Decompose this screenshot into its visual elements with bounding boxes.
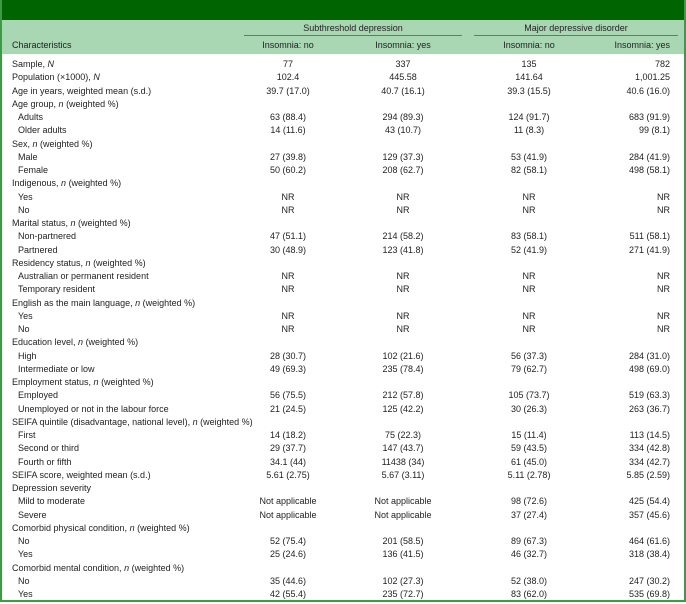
cell-value <box>590 217 684 230</box>
cell-value: 141.64 <box>515 72 543 83</box>
row-label: SEIFA quintile (disadvantage, national level), n (weighted %) <box>12 416 253 427</box>
row-label: High <box>18 350 37 361</box>
cell-value: 5.85 (2.59) <box>626 469 671 480</box>
row-label: Population (×1000), N <box>12 72 100 83</box>
table-row <box>2 336 684 349</box>
row-label: Indigenous, n (weighted %) <box>12 178 122 189</box>
column-header: Insomnia: yes <box>614 40 671 50</box>
cell-value: NR <box>396 284 410 295</box>
table-row <box>2 85 684 98</box>
cell-value: 782 <box>655 59 671 69</box>
cell-value: NR <box>657 204 671 215</box>
table-row <box>2 98 684 111</box>
row-label: Sex, n (weighted %) <box>12 138 93 149</box>
table-row <box>2 71 684 84</box>
table-row <box>2 350 684 363</box>
table-row <box>2 416 684 429</box>
row-label: Age group, n (weighted %) <box>12 98 119 109</box>
cell-value: 30 (26.3) <box>511 403 548 414</box>
cell-value <box>590 138 684 151</box>
cell-value: 5.11 (2.78) <box>507 469 551 480</box>
cell-value <box>238 177 338 190</box>
cell-value: 147 (43.7) <box>382 443 424 454</box>
cell-value <box>338 522 468 535</box>
row-label: Severe <box>18 509 47 520</box>
table-row <box>2 244 684 257</box>
cell-value <box>468 376 590 389</box>
cell-value <box>468 562 590 575</box>
cell-value <box>338 562 468 575</box>
cell-value: 21 (24.5) <box>269 403 307 414</box>
row-label: Yes <box>18 191 33 202</box>
cell-value: 11438 (34) <box>381 456 425 467</box>
column-header-characteristics: Characteristics <box>12 40 72 50</box>
cell-value: 50 (60.2) <box>269 165 307 175</box>
table-row <box>2 429 684 442</box>
table-row <box>2 389 684 402</box>
cell-value: 5.61 (2.75) <box>266 469 310 480</box>
cell-value: 135 <box>521 59 537 69</box>
table-row <box>2 270 684 283</box>
cell-value: NR <box>281 284 295 295</box>
cell-value: NR <box>522 310 536 321</box>
cell-value: 34.1 (44) <box>269 456 307 467</box>
cell-value <box>338 217 468 230</box>
cell-value: 334 (42.7) <box>629 456 671 467</box>
cell-value: 125 (42.2) <box>382 403 424 414</box>
cell-value <box>238 482 338 495</box>
cell-value: NR <box>396 310 410 321</box>
row-label: Unemployed or not in the labour force <box>18 403 169 414</box>
cell-value: 89 (67.3) <box>511 536 548 546</box>
cell-value: 83 (62.0) <box>511 589 548 599</box>
table-row <box>2 403 684 416</box>
cell-value: 294 (89.3) <box>382 112 424 122</box>
table-row <box>2 535 684 548</box>
table-row <box>2 111 684 124</box>
table-row <box>2 323 684 336</box>
cell-value: 113 (14.5) <box>629 430 671 440</box>
cell-value <box>468 482 590 495</box>
cell-value: 79 (62.7) <box>511 363 548 374</box>
cell-value: 357 (45.6) <box>629 509 671 520</box>
table-row <box>2 509 684 522</box>
table-row <box>2 376 684 389</box>
cell-value: 425 (54.4) <box>629 496 671 507</box>
cell-value: 235 (78.4) <box>382 363 424 374</box>
cell-value: 46 (32.7) <box>511 549 548 560</box>
cell-value: 5.67 (3.11) <box>381 469 425 480</box>
cell-value <box>338 98 468 111</box>
row-label: Second or third <box>18 443 80 454</box>
cell-value: NR <box>657 271 671 281</box>
row-label: Age in years, weighted mean (s.d.) <box>12 85 152 96</box>
row-label: Yes <box>18 589 33 599</box>
cell-value: 271 (41.9) <box>629 244 671 255</box>
cell-value <box>238 297 338 310</box>
cell-value <box>238 416 338 429</box>
cell-value: 83 (58.1) <box>511 231 548 242</box>
cell-value: Not applicable <box>374 496 432 507</box>
row-label: Older adults <box>18 125 67 136</box>
cell-value: 42 (55.4) <box>269 589 307 599</box>
cell-value <box>338 177 468 190</box>
cell-value: 284 (41.9) <box>629 151 671 162</box>
cell-value <box>590 98 684 111</box>
cell-value <box>590 562 684 575</box>
table-row <box>2 562 684 575</box>
cell-value <box>590 482 684 495</box>
cell-value: 28 (30.7) <box>269 350 307 361</box>
cell-value: 1,001.25 <box>634 72 671 83</box>
cell-value: 52 (41.9) <box>511 244 548 255</box>
table-row <box>2 363 684 376</box>
cell-value: NR <box>281 191 295 202</box>
cell-value: 40.7 (16.1) <box>381 85 425 96</box>
row-label: Mild to moderate <box>18 496 86 507</box>
cell-value <box>468 138 590 151</box>
cell-value <box>338 376 468 389</box>
cell-value <box>468 416 590 429</box>
cell-value: 52 (75.4) <box>269 536 307 546</box>
table-row <box>2 191 684 204</box>
cell-value: 334 (42.8) <box>629 443 671 454</box>
row-label: No <box>18 536 30 546</box>
cell-value: 337 <box>395 59 411 69</box>
cell-value: 14 (11.6) <box>270 125 306 136</box>
row-label: Education level, n (weighted %) <box>12 337 139 348</box>
row-label: Male <box>18 151 38 162</box>
row-label: No <box>18 324 30 334</box>
cell-value: 129 (37.3) <box>382 151 424 162</box>
table-row <box>2 310 684 323</box>
cell-value: 464 (61.6) <box>629 536 671 546</box>
cell-value: 53 (41.9) <box>511 151 548 162</box>
cell-value <box>338 336 468 349</box>
cell-value <box>590 336 684 349</box>
table-row <box>2 138 684 151</box>
table-row <box>2 588 684 601</box>
table-row <box>2 482 684 495</box>
table-row <box>2 469 684 482</box>
cell-value: NR <box>522 271 536 281</box>
row-label: Non-partnered <box>18 231 77 242</box>
cell-value <box>238 138 338 151</box>
cell-value: NR <box>522 284 536 295</box>
table-row <box>2 54 684 71</box>
cell-value: 247 (30.2) <box>629 575 671 586</box>
cell-value: 49 (69.3) <box>269 363 307 374</box>
row-label: Adults <box>18 112 44 122</box>
cell-value <box>238 562 338 575</box>
cell-value: 27 (39.8) <box>269 151 307 162</box>
cell-value: 75 (22.3) <box>384 430 422 440</box>
row-label: Comorbid mental condition, n (weighted %) <box>12 562 185 573</box>
row-label: Temporary resident <box>18 284 96 295</box>
cell-value: 82 (58.1) <box>511 165 548 175</box>
cell-value: 136 (41.5) <box>382 549 424 560</box>
cell-value: 498 (58.1) <box>629 165 671 175</box>
row-label: Partnered <box>18 244 58 255</box>
row-label: Employment status, n (weighted %) <box>12 377 154 387</box>
cell-value <box>590 257 684 270</box>
cell-value: 511 (58.1) <box>629 231 671 242</box>
cell-value: NR <box>657 191 671 202</box>
row-label: Yes <box>18 310 33 321</box>
cell-value: 63 (88.4) <box>269 112 307 122</box>
cell-value: 77 <box>282 59 293 69</box>
cell-value: 102 (27.3) <box>382 575 424 586</box>
cell-value <box>338 138 468 151</box>
row-label: No <box>18 204 30 215</box>
cell-value: NR <box>657 310 671 321</box>
cell-value: 683 (91.9) <box>629 112 671 122</box>
row-label: Fourth or fifth <box>18 456 72 467</box>
table-row <box>2 548 684 561</box>
cell-value <box>238 376 338 389</box>
cell-value <box>468 336 590 349</box>
cell-value: NR <box>281 271 295 281</box>
header-spacer <box>2 20 238 36</box>
cell-value <box>468 217 590 230</box>
cell-value: 284 (31.0) <box>629 350 671 361</box>
row-label: Intermediate or low <box>18 363 95 374</box>
table-row <box>2 283 684 296</box>
cell-value: NR <box>522 191 536 202</box>
cell-value: 39.3 (15.5) <box>507 85 551 96</box>
cell-value: 235 (72.7) <box>382 589 424 599</box>
cell-value: 123 (41.8) <box>382 244 424 255</box>
cell-value: 52 (38.0) <box>511 575 548 586</box>
cell-value: 61 (45.0) <box>511 456 548 467</box>
cell-value: Not applicable <box>259 509 317 520</box>
row-label: Comorbid physical condition, n (weighted %) <box>12 522 190 533</box>
column-header: Insomnia: no <box>262 40 314 50</box>
cell-value: 519 (63.3) <box>629 390 671 401</box>
row-label: Yes <box>18 549 33 560</box>
table-row <box>2 204 684 217</box>
cell-value <box>238 336 338 349</box>
cell-value: NR <box>396 271 410 281</box>
cell-value <box>590 177 684 190</box>
column-header: Insomnia: yes <box>375 40 431 50</box>
cell-value: 30 (48.9) <box>269 244 307 255</box>
cell-value: NR <box>281 204 295 215</box>
row-label: Marital status, n (weighted %) <box>12 218 131 228</box>
row-label: No <box>18 575 30 586</box>
row-label: English as the main language, n (weighted %) <box>12 297 196 308</box>
cell-value: 124 (91.7) <box>508 112 550 122</box>
cell-value: 11 (8.3) <box>513 125 545 136</box>
cell-value: 15 (11.4) <box>511 430 547 440</box>
cell-value: Not applicable <box>374 509 432 520</box>
cell-value: 37 (27.4) <box>511 509 548 520</box>
cell-value: NR <box>396 191 410 202</box>
cell-value <box>238 257 338 270</box>
cell-value: 102 (21.6) <box>382 350 424 361</box>
cell-value: 105 (73.7) <box>508 390 550 401</box>
cell-value: 59 (43.5) <box>511 443 548 454</box>
cell-value: 29 (37.7) <box>269 443 307 454</box>
cell-value: 98 (72.6) <box>511 496 548 507</box>
table-row <box>2 164 684 177</box>
row-label: Employed <box>18 390 59 401</box>
cell-value: 56 (37.3) <box>511 350 548 361</box>
table-row <box>2 495 684 508</box>
table-body <box>2 54 684 601</box>
cell-value: 263 (36.7) <box>629 403 671 414</box>
row-label: Sample, N <box>12 59 55 69</box>
cell-value <box>238 217 338 230</box>
row-label: Residency status, n (weighted %) <box>12 257 146 268</box>
cell-value <box>468 257 590 270</box>
cell-value <box>338 416 468 429</box>
cell-value: 201 (58.5) <box>382 536 424 546</box>
cell-value <box>468 522 590 535</box>
table-row <box>2 575 684 588</box>
cell-value <box>338 257 468 270</box>
cell-value: NR <box>657 324 671 334</box>
cell-value: NR <box>281 324 295 334</box>
cell-value: 43 (10.7) <box>384 125 422 136</box>
cell-value: 318 (38.4) <box>629 549 671 560</box>
cell-value: 214 (58.2) <box>382 231 424 242</box>
row-label: Female <box>18 165 49 175</box>
cell-value: 535 (69.8) <box>629 589 671 599</box>
cell-value: 99 (8.1) <box>639 125 671 136</box>
table-row <box>2 177 684 190</box>
row-label: Depression severity <box>12 483 92 493</box>
group-header-subthreshold: Subthreshold depression <box>238 20 468 36</box>
cell-value <box>238 522 338 535</box>
cell-value: 39.7 (17.0) <box>266 85 310 96</box>
cell-value: 498 (69.0) <box>629 363 671 374</box>
cell-value <box>590 376 684 389</box>
cell-value: 47 (51.1) <box>269 231 307 242</box>
cell-value: 212 (57.8) <box>382 390 424 401</box>
table-row <box>2 124 684 137</box>
cell-value <box>338 297 468 310</box>
table-row <box>2 217 684 230</box>
cell-value <box>338 482 468 495</box>
table-row <box>2 297 684 310</box>
cell-value <box>468 177 590 190</box>
cell-value: NR <box>396 324 410 334</box>
cell-value: 445.58 <box>389 72 417 83</box>
cell-value <box>238 98 338 111</box>
table-row <box>2 257 684 270</box>
cell-value: 102.4 <box>276 72 300 83</box>
row-label: SEIFA score, weighted mean (s.d.) <box>12 469 151 480</box>
cell-value: NR <box>396 204 410 215</box>
cell-value: NR <box>522 324 536 334</box>
group-header-mdd: Major depressive disorder <box>468 20 684 36</box>
cell-value: Not applicable <box>259 496 317 507</box>
row-label: First <box>18 430 36 440</box>
cell-value: 56 (75.5) <box>269 390 307 401</box>
table-row <box>2 456 684 469</box>
cell-value: 14 (18.2) <box>269 430 307 440</box>
cell-value <box>590 416 684 429</box>
characteristics-table <box>2 20 684 601</box>
row-label: Australian or permanent resident <box>18 271 149 281</box>
cell-value <box>590 297 684 310</box>
table-row <box>2 230 684 243</box>
cell-value: 25 (24.6) <box>269 549 307 560</box>
cell-value <box>590 522 684 535</box>
table-row <box>2 522 684 535</box>
cell-value: NR <box>522 204 536 215</box>
cell-value: NR <box>657 284 671 295</box>
cell-value <box>468 98 590 111</box>
cell-value: 35 (44.6) <box>269 575 307 586</box>
column-header: Insomnia: no <box>503 40 555 50</box>
cell-value: 208 (62.7) <box>382 165 424 175</box>
cell-value <box>468 297 590 310</box>
table-row <box>2 442 684 455</box>
cell-value: NR <box>281 310 295 321</box>
cell-value: 40.6 (16.0) <box>626 85 671 96</box>
table-row <box>2 151 684 164</box>
